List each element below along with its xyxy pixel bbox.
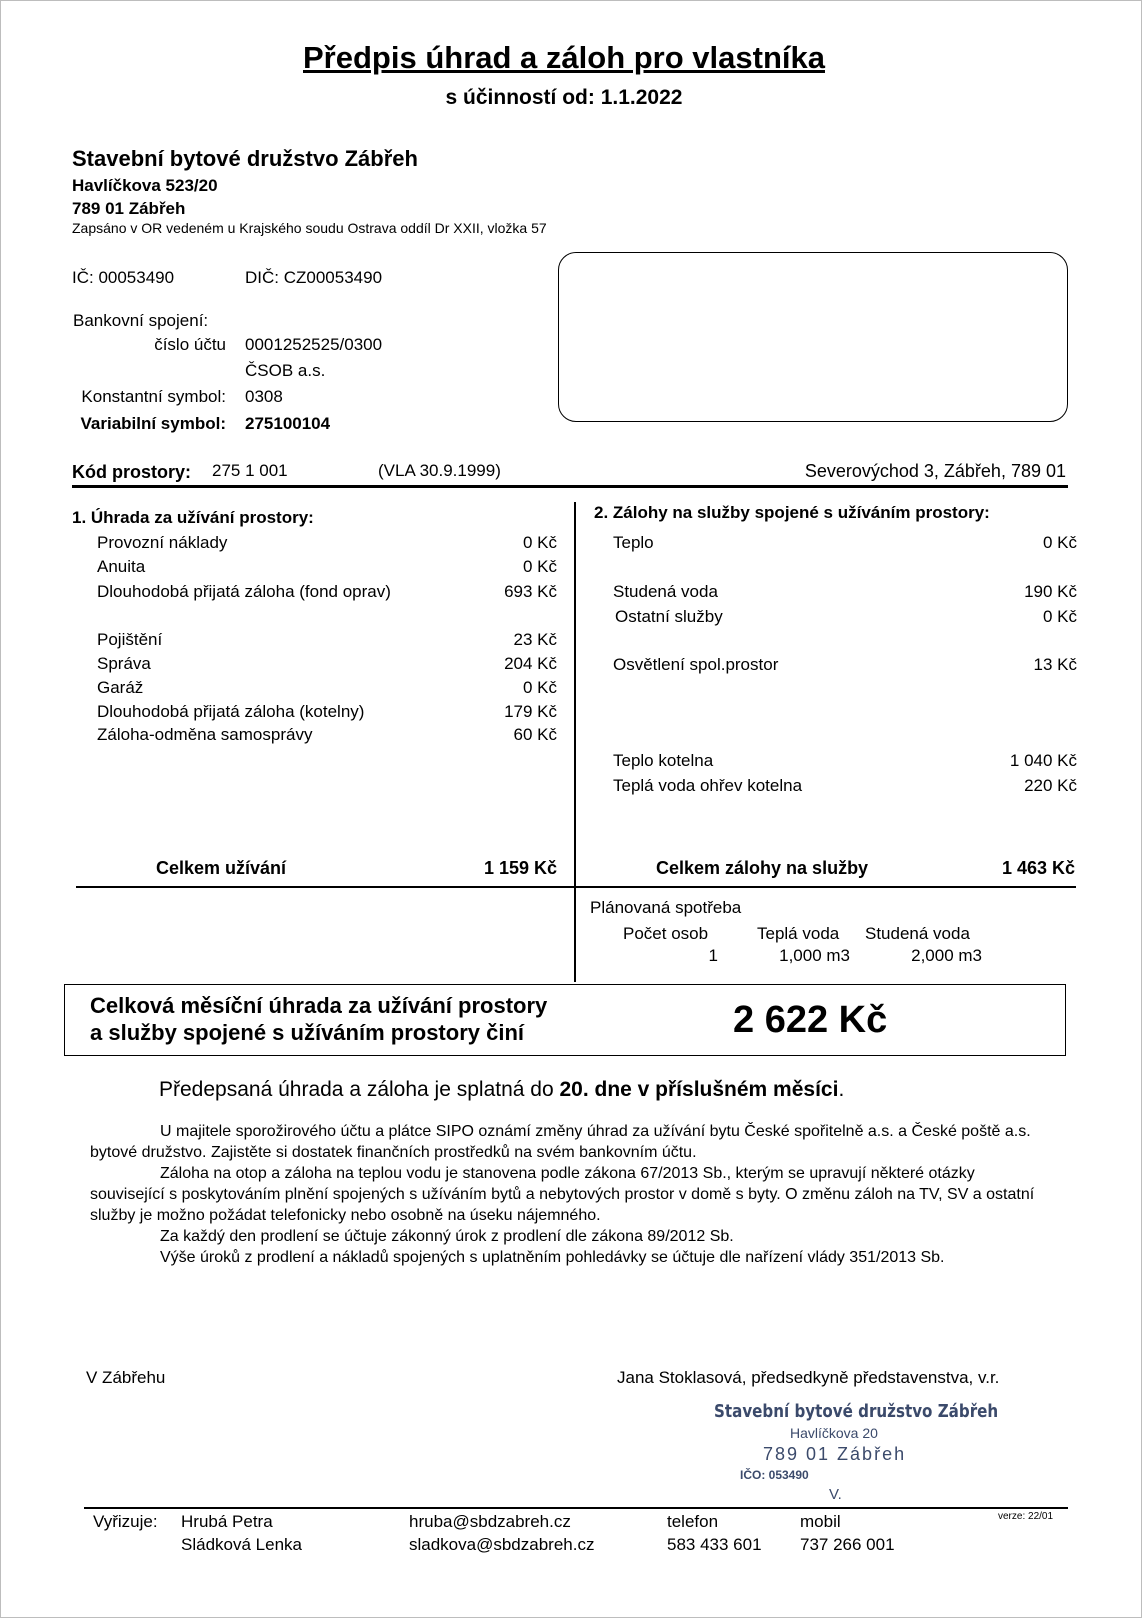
footer-email-2[interactable]: sladkova@sbdzabreh.cz — [409, 1535, 595, 1554]
usage-item-value: 179 Kč — [504, 702, 557, 721]
usage-heading: 1. Úhrada za užívání prostory: — [72, 508, 314, 527]
usage-item-value: 23 Kč — [513, 630, 557, 649]
planned-col-cold: Studená voda — [865, 924, 970, 943]
usage-total: 1 159 Kč — [483, 858, 557, 878]
footer-version: verze: 22/01 — [998, 1511, 1054, 1522]
company-city: 789 01 Zábřeh — [72, 199, 186, 218]
usage-item-value: 0 Kč — [522, 557, 557, 576]
due-deadline: 20. dne v příslušném měsíci — [559, 1078, 839, 1101]
variable-symbol: 275100104 — [245, 414, 331, 433]
constant-symbol: 0308 — [245, 387, 283, 406]
services-heading: 2. Zálohy na služby spojené s užíváním prostory: — [594, 503, 990, 522]
stamp-ico: IČO: 053490 — [740, 1468, 809, 1482]
footer-mobile-label: mobil — [800, 1512, 841, 1531]
footer-email-1[interactable]: hruba@sbdzabreh.cz — [409, 1512, 571, 1531]
planned-heading: Plánovaná spotřeba — [590, 898, 742, 917]
usage-item-label: Dlouhodobá přijatá záloha (fond oprav) — [97, 582, 391, 601]
bank-label: Bankovní spojení: — [73, 311, 209, 330]
column-divider — [574, 502, 576, 982]
space-address: Severovýchod 3, Zábřeh, 789 01 — [804, 461, 1066, 481]
usage-total-label: Celkem užívání — [156, 858, 287, 878]
service-item-value: 1 040 Kč — [1009, 751, 1077, 770]
footer-handled-label: Vyřizuje: — [93, 1512, 158, 1531]
service-item-value: 0 Kč — [1042, 533, 1077, 552]
note-text: U majitele sporožirového účtu a plátce SIPO oznámí změny úhrad za užívání bytu České spořitelně a.s. a České poště a.s. bytové družstvo. Zajistěte si dostatek finančních prostředků na svém bankovním účtu. — [90, 1123, 1031, 1161]
service-item-label: Studená voda — [613, 582, 718, 601]
due-suffix: . — [838, 1078, 845, 1101]
note-paragraph-4 — [90, 1247, 1040, 1268]
company-ic: IČ: 00053490 — [72, 268, 175, 287]
usage-item-label: Provozní náklady — [97, 533, 228, 552]
account-number: 0001252525/0300 — [245, 335, 383, 354]
usage-item-label: Garáž — [97, 678, 144, 697]
grand-total-line1: Celková měsíční úhrada za užívání prostory — [90, 993, 548, 1018]
services-total-label: Celkem zálohy na služby — [656, 858, 869, 878]
service-item-label: Osvětlení spol.prostor — [613, 655, 779, 674]
stamp-city: 789 01 Zábřeh — [763, 1444, 907, 1464]
account-label: číslo účtu — [154, 335, 226, 354]
footer-person-2: Sládková Lenka — [181, 1535, 302, 1554]
signature-place: V Zábřehu — [86, 1368, 166, 1387]
usage-item-value: 693 Kč — [504, 582, 557, 601]
company-name: Stavební bytové družstvo Zábřeh — [72, 146, 418, 171]
company-dic: DIČ: CZ00053490 — [245, 268, 383, 287]
space-code: 275 1 001 — [212, 461, 288, 480]
grand-total-amount: 2 622 Kč — [733, 999, 888, 1041]
space-vla: (VLA 30.9.1999) — [378, 461, 501, 480]
grand-total-line2: a služby spojené s užíváním prostory činí — [90, 1020, 525, 1045]
totals-divider — [76, 886, 1076, 888]
planned-cold: 2,000 m3 — [911, 946, 982, 965]
due-note — [159, 1078, 844, 1102]
signature-signer: Jana Stoklasová, předsedkyně představenstva, v.r. — [617, 1368, 1000, 1387]
service-item-label: Teplo kotelna — [613, 751, 714, 770]
service-item-value: 0 Kč — [1042, 607, 1077, 626]
space-divider — [72, 485, 1068, 488]
note-paragraph-2 — [90, 1163, 1040, 1226]
note-text: Za každý den prodlení se účtuje zákonný úrok z prodlení dle zákona 89/2012 Sb. — [160, 1228, 734, 1245]
service-item-label: Teplá voda ohřev kotelna — [613, 776, 803, 795]
due-prefix: Předepsaná úhrada a záloha je splatná do — [159, 1078, 560, 1101]
usage-item-label: Dlouhodobá přijatá záloha (kotelny) — [97, 702, 365, 721]
services-total: 1 463 Kč — [1001, 858, 1075, 878]
constant-symbol-label: Konstantní symbol: — [81, 387, 226, 406]
bank-name: ČSOB a.s. — [245, 361, 326, 380]
usage-item-value: 60 Kč — [513, 725, 557, 744]
effective-date: 1.1.2022 — [600, 86, 683, 109]
note-paragraph-3 — [90, 1226, 1040, 1247]
usage-item-value: 0 Kč — [522, 678, 557, 697]
company-registration: Zapsáno v OR vedeném u Krajského soudu Ostrava oddíl Dr XXII, vložka 57 — [72, 220, 547, 236]
usage-item-value: 0 Kč — [522, 533, 557, 552]
service-item-value: 190 Kč — [1024, 582, 1077, 601]
footer-person-1: Hrubá Petra — [181, 1512, 273, 1531]
usage-item-label: Záloha-odměna samosprávy — [97, 725, 313, 744]
address-window — [558, 252, 1068, 422]
service-item-label: Ostatní služby — [615, 607, 723, 626]
footer-phone: 583 433 601 — [667, 1535, 762, 1554]
usage-item-label: Správa — [97, 654, 151, 673]
footer-phone-label: telefon — [667, 1512, 719, 1531]
service-item-value: 220 Kč — [1024, 776, 1077, 795]
effective-label: s účinností od: — [445, 86, 595, 109]
footer-divider — [84, 1507, 1068, 1509]
stamp-name: Stavební bytové družstvo Zábřeh — [714, 1401, 999, 1422]
stamp-v: V. — [829, 1486, 842, 1503]
note-paragraph-1 — [90, 1121, 1040, 1163]
planned-persons: 1 — [708, 946, 718, 965]
planned-col-hot: Teplá voda — [757, 924, 840, 943]
effective-date-line — [0, 86, 1128, 110]
planned-col-persons: Počet osob — [623, 924, 709, 943]
service-item-label: Teplo — [613, 533, 654, 552]
space-code-label: Kód prostory: — [72, 462, 191, 482]
stamp-street: Havlíčkova 20 — [790, 1425, 878, 1441]
note-text: Výše úroků z prodlení a nákladů spojených s uplatněním pohledávky se účtuje dle nařízení vlády 351/2013 Sb. — [160, 1249, 945, 1266]
footer-mobile: 737 266 001 — [800, 1535, 895, 1554]
company-street: Havlíčkova 523/20 — [72, 176, 218, 195]
note-text: Záloha na otop a záloha na teplou vodu je stanovena podle zákona 67/2013 Sb., kterým se upravují některé otázky související s poskytováním plnění spojených s užíváním bytů a nebytových prostor v domě s byty. O změnu záloh na TV, SV a ostatní služby je možno požádat telefonicky nebo osobně na úseku nájemného. — [90, 1165, 1035, 1224]
usage-item-label: Anuita — [97, 557, 146, 576]
planned-hot: 1,000 m3 — [779, 946, 850, 965]
document-title: Předpis úhrad a záloh pro vlastníka — [303, 40, 825, 75]
usage-item-label: Pojištění — [97, 630, 163, 649]
service-item-value: 13 Kč — [1033, 655, 1077, 674]
usage-item-value: 204 Kč — [504, 654, 557, 673]
variable-symbol-label: Variabilní symbol: — [80, 414, 226, 433]
